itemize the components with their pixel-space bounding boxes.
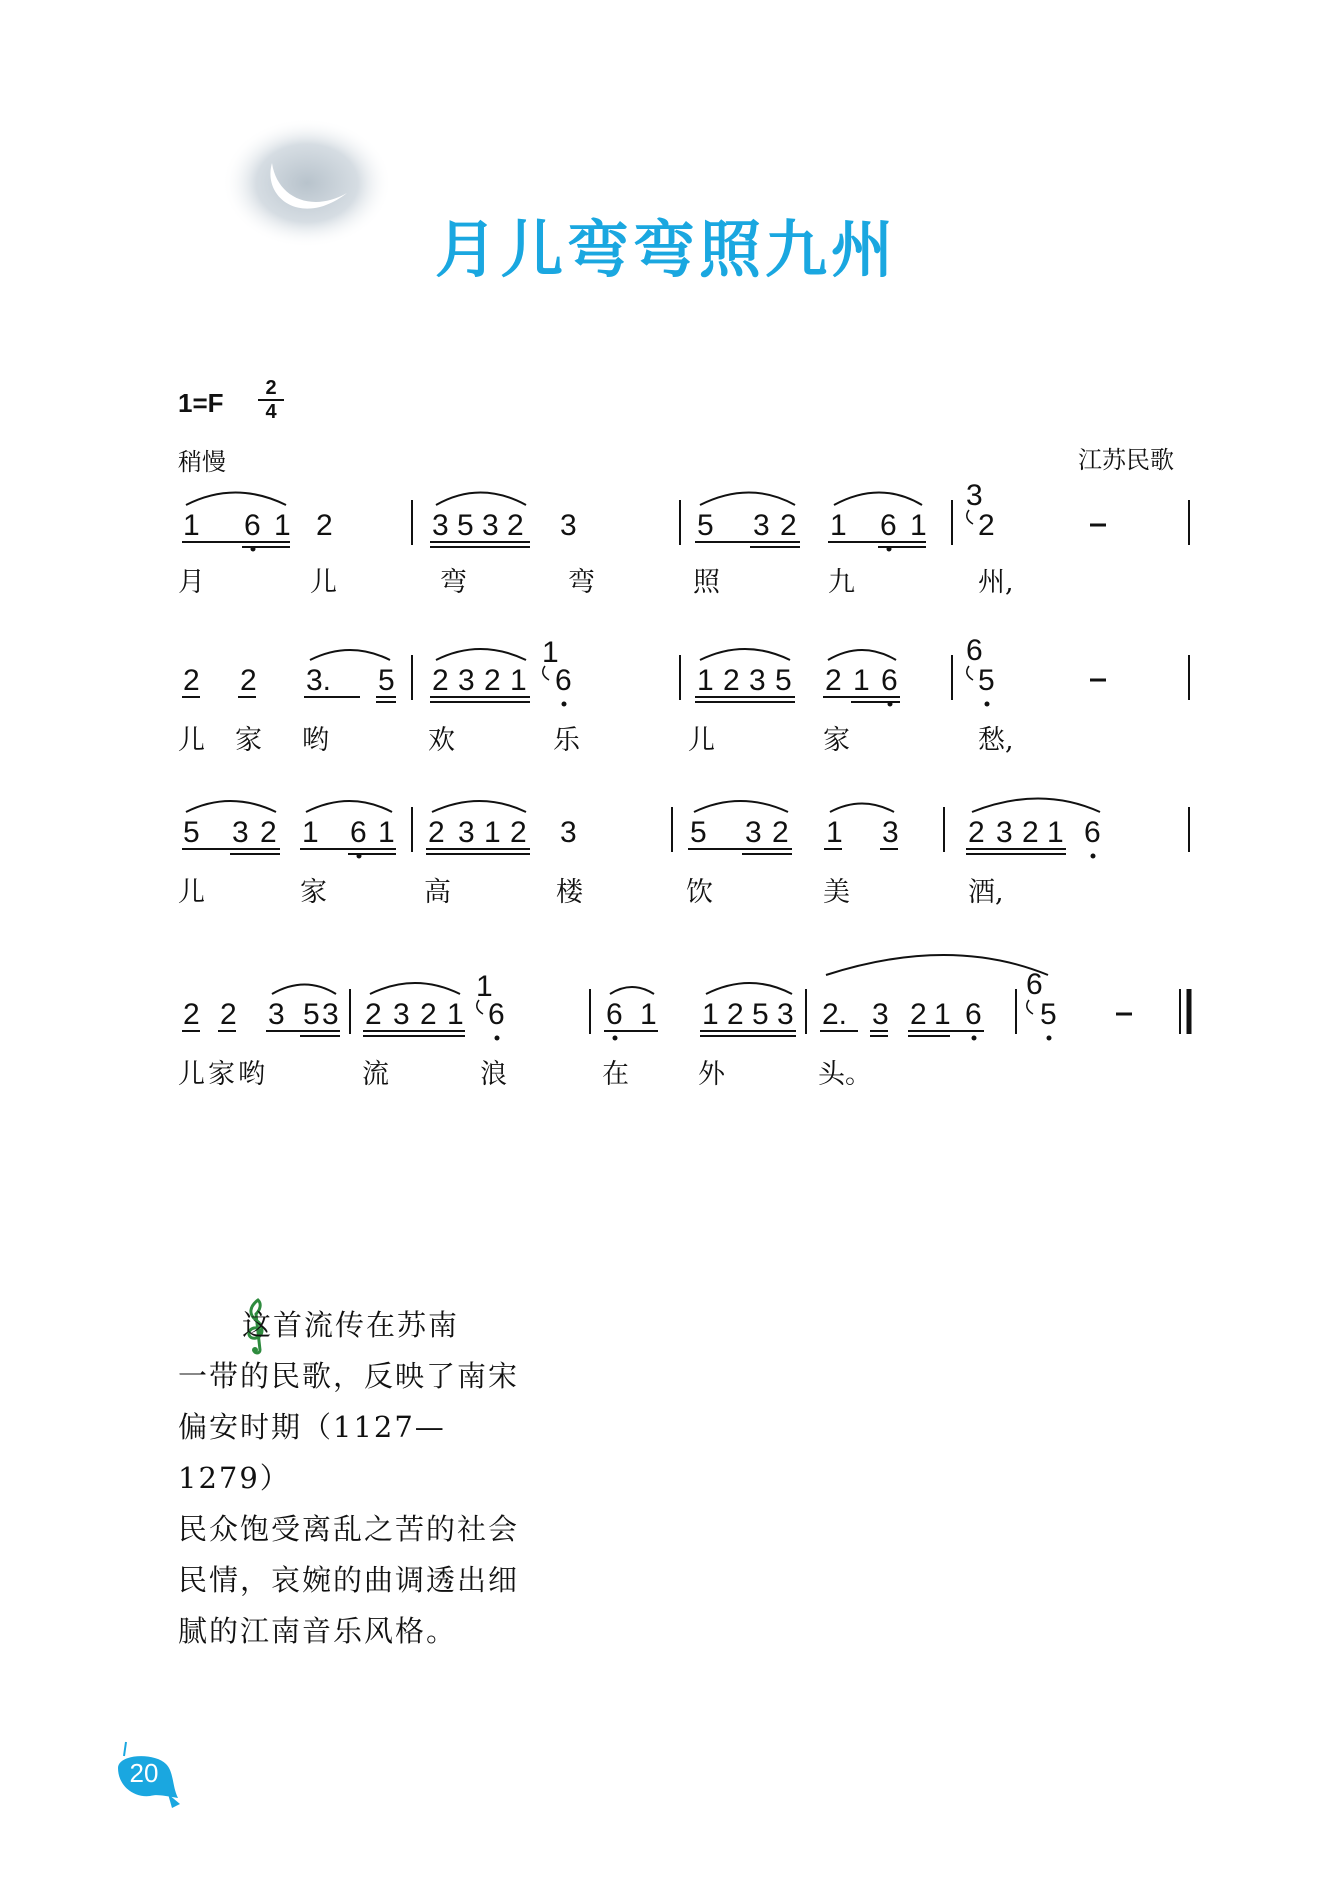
svg-text:1: 1: [702, 998, 719, 1031]
svg-text:2.: 2.: [822, 998, 848, 1031]
svg-text:2: 2: [365, 998, 382, 1031]
svg-text:1: 1: [826, 816, 843, 849]
description-line: 民众饱受离乱之苦的社会: [178, 1512, 520, 1546]
svg-text:5: 5: [697, 509, 714, 542]
svg-text:2: 2: [220, 998, 237, 1031]
lyric-char: 儿: [178, 877, 205, 908]
svg-text:3: 3: [232, 816, 249, 849]
svg-text:2: 2: [968, 816, 985, 849]
lyric-char: 儿: [688, 725, 715, 756]
page-number: 20: [129, 1758, 159, 1788]
svg-text:2: 2: [420, 998, 437, 1031]
svg-text:3.: 3.: [306, 664, 332, 697]
svg-text:5: 5: [978, 664, 995, 697]
page-number-badge: [114, 1738, 190, 1824]
description-line: 这首流传在苏南: [242, 1308, 460, 1342]
svg-text:3: 3: [458, 816, 475, 849]
svg-text:2: 2: [507, 509, 524, 542]
lyric-char: 流: [362, 1059, 389, 1090]
lyric-char: 州,: [978, 567, 1014, 598]
score-line-1: [182, 479, 1189, 552]
svg-text:3: 3: [432, 509, 449, 542]
svg-text:1: 1: [476, 970, 493, 1003]
svg-text:3: 3: [966, 479, 983, 512]
description-line: 一带的民歌，反映了南宋: [178, 1359, 520, 1393]
description-line: 腻的江南音乐风格。: [178, 1614, 458, 1648]
svg-text:6: 6: [244, 509, 261, 542]
svg-text:2: 2: [780, 509, 797, 542]
lyric-char: 酒,: [968, 877, 1004, 908]
svg-text:6: 6: [606, 998, 623, 1031]
svg-text:2: 2: [183, 664, 200, 697]
svg-text:2: 2: [772, 816, 789, 849]
svg-text:1: 1: [853, 664, 870, 697]
lyric-char: 在: [602, 1059, 629, 1090]
lyric-char: 照: [693, 567, 720, 598]
svg-text:2: 2: [727, 998, 744, 1031]
svg-text:3: 3: [482, 509, 499, 542]
lyric-char: 愁,: [978, 725, 1014, 756]
svg-text:2: 2: [484, 664, 501, 697]
svg-text:1: 1: [934, 998, 951, 1031]
lyric-char: 楼: [556, 877, 583, 908]
svg-text:6: 6: [880, 509, 897, 542]
svg-text:5: 5: [752, 998, 769, 1031]
svg-text:3: 3: [872, 998, 889, 1031]
svg-text:2: 2: [260, 816, 277, 849]
lyric-char: 浪: [480, 1059, 507, 1090]
lyric-char: 家: [823, 725, 850, 756]
svg-text:2: 2: [978, 509, 995, 542]
lyric-char: 儿: [178, 725, 205, 756]
svg-text:1: 1: [697, 664, 714, 697]
svg-text:2: 2: [316, 509, 333, 542]
lyric-char: 儿家哟: [178, 1059, 268, 1090]
svg-text:3: 3: [560, 816, 577, 849]
lyric-char: 外: [698, 1059, 725, 1090]
svg-text:3: 3: [322, 998, 339, 1031]
svg-text:1: 1: [640, 998, 657, 1031]
score-line-4: [182, 955, 1189, 1041]
svg-text:6: 6: [350, 816, 367, 849]
svg-text:2: 2: [240, 664, 257, 697]
lyric-char: 家: [235, 725, 262, 756]
svg-text:3: 3: [268, 998, 285, 1031]
svg-text:1: 1: [910, 509, 927, 542]
svg-text:1: 1: [378, 816, 395, 849]
svg-text:3: 3: [560, 509, 577, 542]
svg-text:3: 3: [753, 509, 770, 542]
lyric-char: 哟: [302, 725, 329, 756]
svg-text:1: 1: [542, 636, 559, 669]
svg-text:1: 1: [484, 816, 501, 849]
svg-text:6: 6: [555, 664, 572, 697]
lyric-char: 九: [828, 567, 855, 598]
score-line-3: [182, 799, 1189, 859]
svg-text:5: 5: [1040, 998, 1057, 1031]
time-signature: 2 4: [258, 377, 284, 423]
svg-text:5: 5: [457, 509, 474, 542]
svg-text:6: 6: [881, 664, 898, 697]
svg-text:3: 3: [393, 998, 410, 1031]
svg-text:2: 2: [183, 998, 200, 1031]
svg-text:1: 1: [1047, 816, 1064, 849]
svg-text:2: 2: [432, 664, 449, 697]
svg-text:6: 6: [966, 634, 983, 667]
svg-text:5: 5: [303, 998, 320, 1031]
description-line: 偏安时期（1127—1279）: [178, 1410, 446, 1495]
lyric-char: 饮: [686, 877, 713, 908]
lyric-char: 月: [178, 567, 205, 598]
svg-text:5: 5: [775, 664, 792, 697]
svg-text:2: 2: [825, 664, 842, 697]
svg-text:5: 5: [378, 664, 395, 697]
svg-text:3: 3: [458, 664, 475, 697]
svg-text:1: 1: [302, 816, 319, 849]
svg-text:3: 3: [996, 816, 1013, 849]
lyric-char: 弯: [568, 567, 595, 598]
svg-text:5: 5: [183, 816, 200, 849]
lyric-char: 头。: [818, 1059, 872, 1090]
svg-text:6: 6: [1084, 816, 1101, 849]
song-title: 月儿弯弯照九州: [434, 213, 897, 286]
song-origin: 江苏民歌: [1078, 446, 1174, 474]
svg-text:1: 1: [447, 998, 464, 1031]
lyric-char: 儿: [310, 567, 337, 598]
description-line: 民情，哀婉的曲调透出细: [178, 1563, 520, 1597]
lyric-char: 美: [823, 877, 850, 908]
lyric-char: 乐: [553, 725, 580, 756]
svg-text:3: 3: [777, 998, 794, 1031]
lyric-char: 高: [424, 877, 451, 908]
svg-text:5: 5: [690, 816, 707, 849]
lyric-char: 弯: [440, 567, 467, 598]
svg-text:1: 1: [510, 664, 527, 697]
lyric-char: 欢: [428, 725, 455, 756]
svg-text:3: 3: [882, 816, 899, 849]
svg-text:2: 2: [723, 664, 740, 697]
key-signature: 1=F: [178, 388, 224, 418]
svg-text:1: 1: [830, 509, 847, 542]
score-line-2: [182, 634, 1189, 707]
svg-text:2: 2: [510, 816, 527, 849]
svg-text:1: 1: [274, 509, 291, 542]
svg-text:2: 2: [910, 998, 927, 1031]
svg-text:6: 6: [488, 998, 505, 1031]
svg-text:1: 1: [183, 509, 200, 542]
tempo-marking: 稍慢: [178, 448, 226, 476]
song-description: [178, 1300, 538, 1657]
lyric-char: 家: [300, 877, 327, 908]
svg-text:3: 3: [745, 816, 762, 849]
svg-text:6: 6: [1026, 968, 1043, 1001]
svg-text:2: 2: [1022, 816, 1039, 849]
svg-text:6: 6: [965, 998, 982, 1031]
svg-text:3: 3: [749, 664, 766, 697]
svg-text:2: 2: [428, 816, 445, 849]
